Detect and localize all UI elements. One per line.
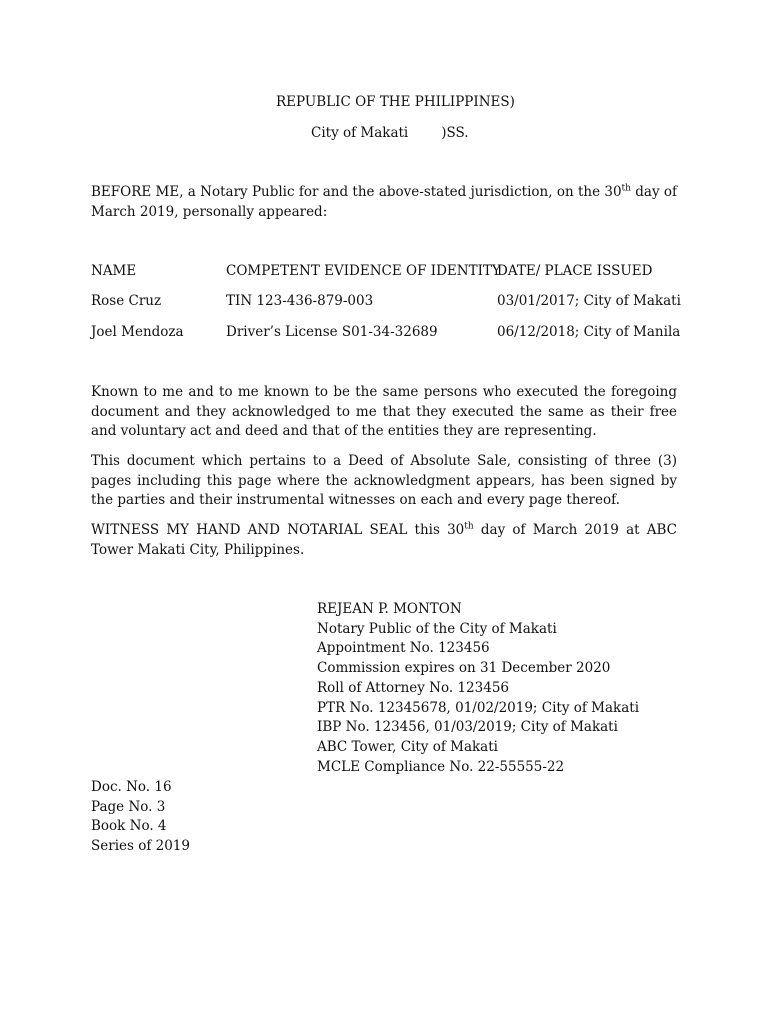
- venue-city-line: [311, 125, 469, 141]
- mcle-compliance: MCLE Compliance No. 22-55555-22: [317, 758, 565, 775]
- venue-country-line: [276, 94, 515, 110]
- appointment-number: Appointment No. 123456: [317, 640, 490, 657]
- ptr-number: PTR No. 12345678, 01/02/2019; City of Makati: [317, 699, 640, 716]
- venue-country: REPUBLIC OF THE PHILIPPINES: [276, 94, 510, 110]
- notary-signature-block: [317, 600, 639, 777]
- doc-number: Doc. No. 16: [91, 779, 172, 795]
- before-me-paragraph: [91, 183, 677, 222]
- row-2-name: Joel Mendoza: [91, 324, 184, 340]
- witness-paragraph: [91, 521, 677, 560]
- witness-text-a: WITNESS MY HAND AND NOTARIAL SEAL this 30: [91, 522, 465, 538]
- header-evidence: COMPETENT EVIDENCE OF IDENTITY: [226, 263, 501, 279]
- row-1-name: Rose Cruz: [91, 293, 162, 309]
- before-me-text-a: , a Notary Public for and the above-stated jurisdiction, on the 30: [179, 184, 622, 200]
- office-address: ABC Tower, City of Makati: [317, 738, 498, 755]
- book-number: Book No. 4: [91, 818, 167, 835]
- witness-text-b: day of March 2019 at ABC Tower Makati City, Philippines.: [91, 522, 677, 558]
- roll-of-attorney: Roll of Attorney No. 123456: [317, 679, 509, 696]
- header-name: NAME: [91, 263, 137, 279]
- row-2-date-place: 06/12/2018; City of Manila: [497, 324, 681, 340]
- before-me-text-b: day of March 2019, personally appeared:: [91, 184, 678, 220]
- witness-ordinal: th: [464, 521, 474, 532]
- notary-title: Notary Public of the City of Makati: [317, 620, 557, 637]
- before-me-ordinal: th: [621, 183, 631, 194]
- venue-city-paren: )SS.: [441, 125, 469, 141]
- commission-expiry: Commission expires on 31 December 2020: [317, 660, 611, 677]
- notarial-register-block: [91, 778, 190, 857]
- row-1-evidence: TIN 123-436-879-003: [226, 293, 374, 309]
- ibp-number: IBP No. 123456, 01/03/2019; City of Makati: [317, 719, 618, 736]
- document-description-paragraph: This document which pertains to a Deed of Absolute Sale, consisting of three (3) pages including this page where the acknowledgment appears, has been signed by the parties and their instrumental witnesses on each and every page thereof.: [91, 453, 677, 508]
- venue-city: City of Makati: [311, 125, 409, 141]
- row-2-evidence: Driver’s License S01-34-32689: [226, 324, 438, 340]
- venue-country-paren: ): [509, 94, 515, 110]
- notary-name: REJEAN P. MONTON: [317, 601, 462, 617]
- known-to-me-paragraph: Known to me and to me known to be the same persons who executed the foregoing document and they acknowledged to me that they executed the same as their free and voluntary act and deed and that of the entities they are representing.: [91, 384, 677, 439]
- series-year: Series of 2019: [91, 838, 190, 855]
- before-me-lead: BEFORE ME: [91, 184, 180, 200]
- page-number: Page No. 3: [91, 798, 166, 815]
- header-date-place: DATE/ PLACE ISSUED: [497, 263, 653, 279]
- row-1-date-place: 03/01/2017; City of Makati: [497, 293, 681, 309]
